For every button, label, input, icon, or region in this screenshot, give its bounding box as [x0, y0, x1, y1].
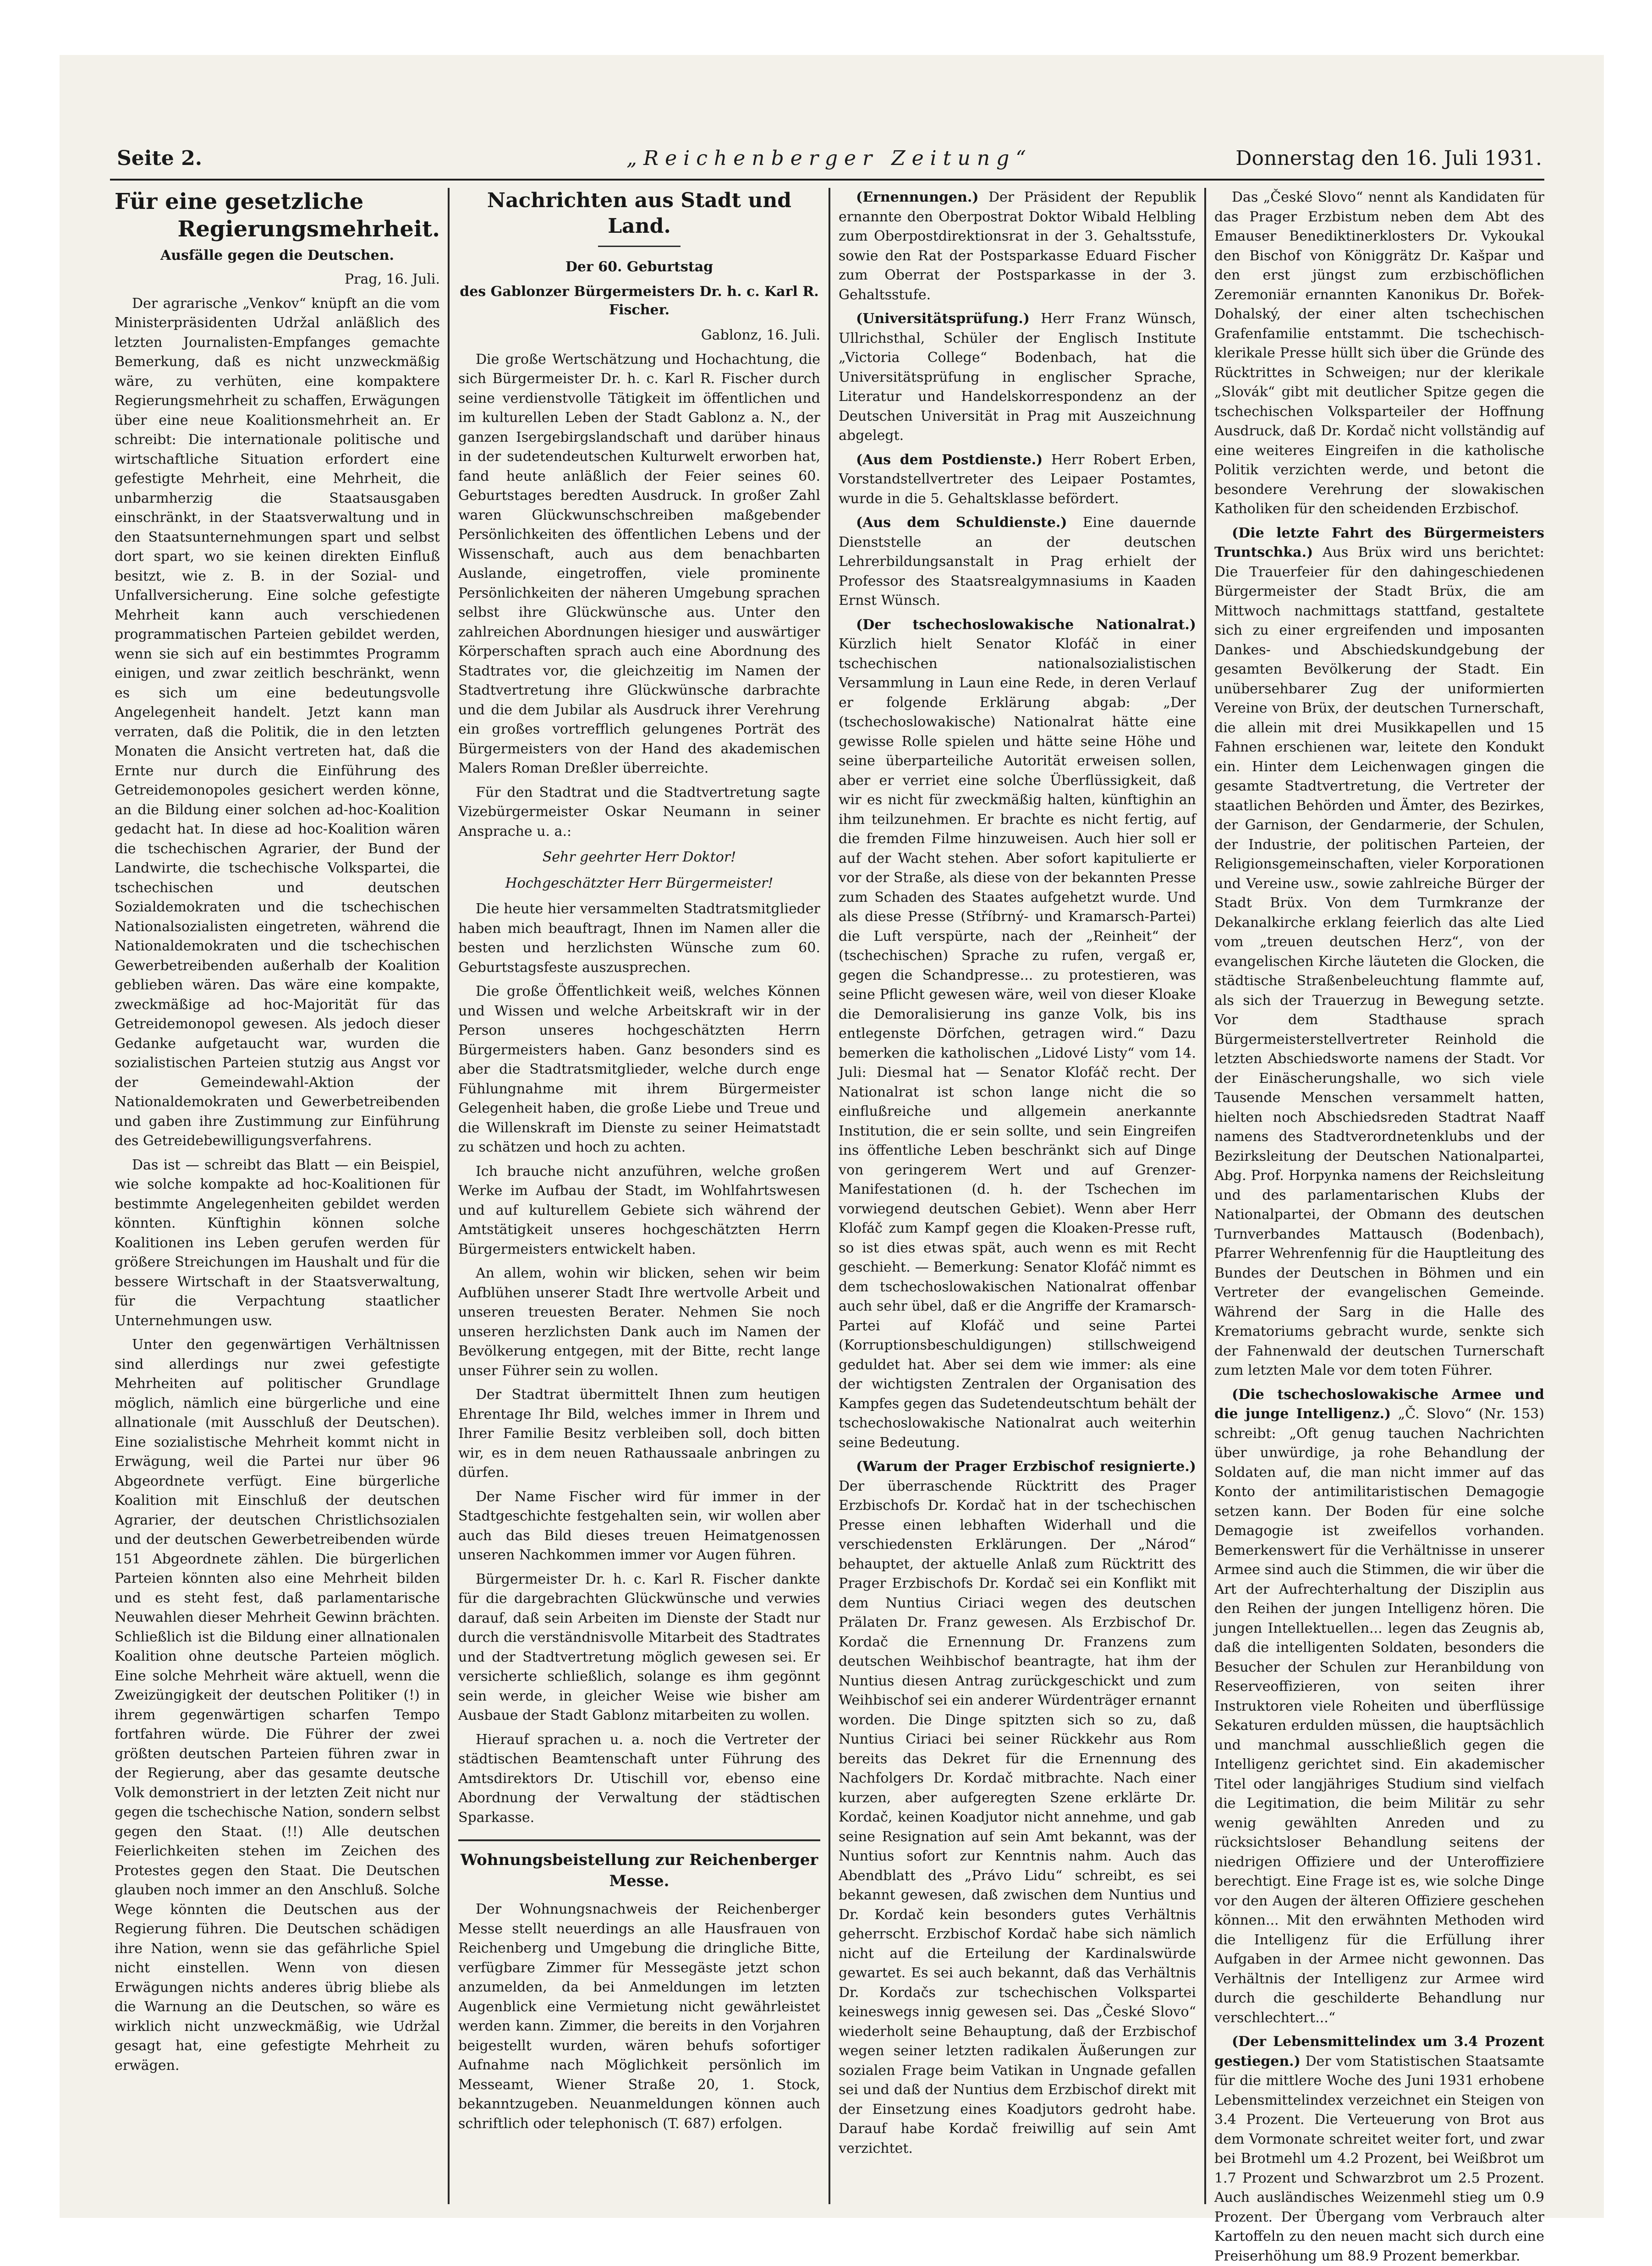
masthead: „Reichenberger Zeitung“ — [626, 147, 1032, 170]
dateline: Gablonz, 16. Juli. — [701, 327, 820, 343]
paragraph: Ich brauche nicht anzuführen, welche großen Werke im Aufbau der Stadt, im Wohlfahrtswesen und auf kulturellem Gebiete sich während der Amtstätigkeit unseres hochgeschätzten Herrn Bürgermeisters entwickelt haben. — [458, 1163, 820, 1257]
news-item-text: Das „České Slovo“ nennt als Kandidaten für das Prager Erzbistum neben dem Abt des Emauser Benediktinerklosters Dr. Vykoukal den Bischof von Königgrätz Dr. Kašpar und den erst jüngst zum erzbischöflichen Zeremoniär ernannten Kanonikus Dr. Bořek-Dohalský, der einer alten tschechischen Grafenfamilie entstammt. Die tschechisch-klerikale Presse hüllt sich über die Gründe des Rücktrittes in Schweigen; nur der klerikale „Slovák“ gibt mit deutlicher Spitze gegen die tschechischen Volksparteiler der Hoffnung Ausdruck, daß Dr. Kordač nicht vollständig auf eine weiteres Eingreifen in die katholische Politik verzichten werde, und betont die besondere Verehrung der slowakischen Katholiken für den scheidenden Erzbischof. — [1214, 189, 1544, 517]
paragraph: Die große Öffentlichkeit weiß, welches Können und Wissen und welche Arbeitskraft wir in der Person unseres hochgeschätzten Herrn Bürgermeisters haben. Ganz besonders sind es aber die Stadtratsmitglieder, welche durch enge Fühlungnahme mit ihrem Bürgermeister Gelegenheit haben, die große Liebe und Treue und die Willenskraft im Dienste zu seiner Heimatstadt zu schätzen und hoch zu achten. — [458, 983, 820, 1155]
column-rule — [1204, 188, 1206, 2204]
news-item-text: Herr Robert Erben, Vorstandstellvertreter des Leipaer Postamtes, wurde in die 5. Gehaltsklasse befördert. — [839, 451, 1196, 507]
paragraph: An allem, wohin wir blicken, sehen wir beim Aufblühen unserer Stadt Ihre wertvolle Arbeit und unseren treuesten Berater. Nehmen Sie noch unseren herzlichsten Dank auch im Namen der Bevölkerung entgegen, mit der Bitte, recht lange unser Führer sein zu wollen. — [458, 1265, 820, 1379]
news-item — [839, 513, 1196, 611]
paragraph: Der Wohnungsnachweis der Reichenberger Messe stellt neuerdings an alle Hausfrauen von Reichenberg und Umgebung die dringliche Bitte, verfügbare Zimmer für Messegäste jetzt schon anzumelden, da bei Anmeldungen im letzten Augenblick eine Vermietung nicht gewährleistet werden kann. Zimmer, die bereits in den Vorjahren beigestellt wurden, wären behufs sofortiger Aufnahme nach Möglichkeit persönlich im Messeamt, Wiener Straße 20, 1. Stock, bekanntzugeben. Neuanmeldungen können auch schriftlich oder telephonisch (T. 687) erfolgen. — [458, 1901, 820, 2132]
section-headline: Nachrichten aus Stadt und Land. — [487, 189, 792, 238]
paragraph: Der agrarische „Venkov“ knüpft an die vom Ministerpräsidenten Udržal anläßlich des letzten Journalisten-Empfanges gemachte Bemerkung, daß es nicht unzweckmäßig wäre, zu verhüten, eine kompaktere Regierungsmehrheit zu schaffen, Erwägungen über eine neue Koalitionsmehrheit an. Er schreibt: Die internationale politische und wirtschaftliche Situation erfordert eine gefestigte Mehrheit, eine Mehrheit, die unbarmherzig die Staatsausgaben einschränkt, in der Staatsverwaltung und in den Staatsunternehmungen spart und selbst dort spart, wo sie keinen direkten Einfluß besitzt, wie z. B. in der Sozial- und Unfallversicherung. Eine solche gefestigte Mehrheit kann auch verschiedenen programmatischen Parteien gebildet werden, wenn sie sich auf ein bestimmtes Programm einigen, und zwar zeitlich beschränkt, wenn es sich um eine bedeutungsvolle Angelegenheit handelt. Jetzt kann man verraten, daß die Politik, die in den letzten Monaten die Ansicht vertreten hat, daß die Ernte nur durch die Einführung des Getreidemonopoles gesichert werden könne, an die Bildung einer solchen ad-hoc-Koalition gedacht hat. In diese ad hoc-Koalition wären die tschechischen Agrarier, der Bund der Landwirte, die tschechische Volkspartei, die tschechischen und deutschen Sozialdemokraten und die tschechischen Nationalsozialisten eingetreten, während die Nationaldemokraten und die tschechischen Gewerbetreibenden außerhalb der Koalition geblieben wären. Das wäre eine kompakte, zweckmäßige ad hoc-Majorität für das Getreidemonopol gewesen. Als jedoch dieser Gedanke aufgetaucht war, wurden die sozialistischen Parteien stutzig aus Angst vor der Gemeindewahl-Aktion der Nationaldemokraten und Gewerbetreibenden und gaben ihre Zustimmung zur Einführung des Getreidebewilligungsverfahrens. — [115, 295, 440, 1149]
notice-title: Wohnungsbeistellung zur Reichenberger Messe. — [460, 1851, 818, 1890]
page-number: Seite 2. — [117, 147, 203, 170]
salutation: Hochgeschätzter Herr Bürgermeister! — [505, 875, 774, 891]
news-item — [839, 188, 1196, 305]
news-item-text: Eine dauernde Dienststelle an der deutschen Lehrerbildungsanstalt in Prag erhielt der Professor des Staatsrealgymnasiums in Kaaden Ernst Wünsch. — [839, 515, 1196, 609]
column-3 — [839, 188, 1196, 2195]
paragraph: Die heute hier versammelten Stadtratsmitglieder haben mich beauftragt, Ihnen im Namen aller die besten und herzlichsten Wünsche zum 60. Geburtstagsfeste auszusprechen. — [458, 901, 820, 976]
news-item — [1214, 1385, 1544, 2028]
news-item-title: (Die letzte Fahrt des Bürgermeisters Truntschka.) — [1214, 525, 1544, 560]
news-item-text: Herr Franz Wünsch, Ullrichsthal, Schüler der Englisch Institute „Victoria College“ Bodenbach, hat die Universitätsprüfung in englischer Sprache, Literatur und Handelskorrespondenz an der Deutschen Universität in Prag mit Auszeichnung abgelegt. — [839, 311, 1196, 444]
article-subhead: Ausfälle gegen die Deutschen. — [160, 247, 394, 263]
news-item — [1214, 2032, 1544, 2266]
news-item-title: (Aus dem Postdienste.) — [856, 451, 1043, 468]
paragraph: Der Stadtrat übermittelt Ihnen zum heutigen Ehrentage Ihr Bild, welches immer in Ihrem und Ihrer Familie Besitz verbleiben soll, doch bitten wir, es in dem neuen Rathaussaale anbringen zu dürfen. — [458, 1387, 820, 1481]
issue-date: Donnerstag den 16. Juli 1931. — [1235, 147, 1542, 170]
news-item-title: (Aus dem Schuldienste.) — [856, 515, 1067, 531]
article-headline-line1: Für eine gesetzliche — [115, 189, 364, 214]
news-item-text: Kürzlich hielt Senator Klofáč in einer tschechischen nationalsozialistischen Versammlung in Laun eine Rede, in deren Verlauf er folgende Erklärung abgab: „Der (tschechoslowakische) Nationalrat hätte eine gewisse Rolle spielen und hätte seine Höhe und seine überparteiliche Autorität erweisen sollen, aber er verriet eine solche Überflüssigkeit, daß wir es nicht für zweckmäßig halten, künftighin an ihm teilzunehmen. Er brachte es nicht fertig, auf die fremden Filme hinzuweisen. Auch hier soll er auf der Wacht stehen. Aber sofort kapitulierte er vor der Straße, als diese von der bekannten Presse zum Schaden des Staates aufgehetzt wurde. Und als diese Presse (Stříbrný- und Kramarsch-Partei) die Luft verspürte, nach der „Reinheit“ der (tschechischen) Sprache zu rufen, vergaß er, gegen die Schandpresse... zu protestieren, was seine Pflicht gewesen wäre, weil von dieser Kloake die Demoralisierung ins ganze Volk, bis ins entlegenste Dörfchen, getragen wird.“ Dazu bemerken die katholischen „Lidové Listy“ vom 14. Juli: Diesmal hat — Senator Klofáč recht. Der Nationalrat ist schon lange nicht die so einflußreiche und allgemein anerkannte Institution, die er sein sollte, und sein Eingreifen ins öffentliche Leben beschränkt sich auf Dinge von geringerem Wert und auf Grenzer-Manifestationen (d. h. der Tschechen im vorwiegend deutschen Gebiet). Wenn aber Herr Klofáč zum Kampf gegen die Kloaken-Presse ruft, so ist dies etwas spät, auch wenn es mit Recht geschieht. — Bemerkung: Senator Klofáč nimmt es dem tschechoslowakischen Nationalrat offenbar auch sehr übel, daß er die Angriffe der Kramarsch-Partei auf Klofáč und seine Partei (Korruptionsbeschuldigungen) stillschweigend geduldet hat. Aber sei dem wie immer: als eine der wichtigsten Zentralen der Organisation des Kampfes gegen das Sudetendeutschtum behält der tschechoslowakische Nationalrat auch weiterhin seine Bedeutung. — [839, 636, 1196, 1451]
column-rule — [448, 188, 450, 2204]
news-item-title: (Ernennungen.) — [856, 189, 979, 205]
article-title: Der 60. Geburtstag — [565, 259, 713, 275]
article-headline-line2: Regierungsmehrheit. — [177, 216, 440, 242]
news-item — [839, 1457, 1196, 2158]
news-item — [839, 309, 1196, 446]
paragraph: Die große Wertschätzung und Hochachtung, die sich Bürgermeister Dr. h. c. Karl R. Fischer durch seine verdienstvolle Tätigkeit im öffentlichen und im kulturellen Leben der Stadt Gablonz a. N., der ganzen Isergebirgslandschaft und darüber hinaus in der sudetendeutschen Kulturwelt erworben hat, fand heute anläßlich der Feier seines 60. Geburtstages beredten Ausdruck. In großer Zahl waren Glückwunschschreiben maßgebender Persönlichkeiten des öffentlichen Lebens und der Wissenschaft, auch aus dem benachbarten Auslande, eingetroffen, viele prominente Persönlichkeiten der näheren Umgebung sprachen selbst ihre Glückwünsche aus. Unter den zahlreichen Abordnungen hiesiger und auswärtiger Körperschaften sprach auch eine Abordnung des Stadtrates vor, die gleichzeitig im Namen der Stadtvertretung ihre Glückwünsche darbrachte und die dem Jubilar als Ausdruck ihrer Verehrung ein großes vortrefflich gelungenes Porträt des Bürgermeisters von der Hand des akademischen Malers Roman Dreßler überreichte. — [458, 351, 820, 776]
paragraph: Für den Stadtrat und die Stadtvertretung sagte Vizebürgermeister Oskar Neumann in seiner Ansprache u. a.: — [458, 784, 820, 839]
page-header — [117, 147, 1542, 174]
column-2 — [458, 188, 820, 2195]
article-subtitle: des Gablonzer Bürgermeisters Dr. h. c. Karl R. Fischer. — [460, 284, 819, 318]
column-4 — [1214, 188, 1545, 2264]
header-rule — [110, 179, 1544, 181]
section-rule — [458, 1839, 820, 1841]
news-item-title: (Der Lebensmittelindex um 3.4 Prozent gestiegen.) — [1214, 2034, 1544, 2069]
news-item-title: (Warum der Prager Erzbischof resignierte.) — [856, 1459, 1196, 1475]
paragraph: Unter den gegenwärtigen Verhältnissen sind allerdings nur zwei gefestigte Mehrheiten auf politischer Grundlage möglich, nämlich eine bürgerliche und eine allnationale (mit Ausschluß der Deutschen). Eine sozialistische Mehrheit kommt nicht in Erwägung, weil die Partei nur über 96 Abgeordnete verfügt. Eine bürgerliche Koalition mit Einschluß der deutschen Agrarier, der deutschen Christlichsozialen und der deutschen Gewerbetreibenden würde 151 Abgeordnete zählen. Die bürgerlichen Parteien könnten also eine Mehrheit bilden und es steht fest, daß parlamentarische Neuwahlen dieser Mehrheit Gewinn brächten. Schließlich ist die Bildung einer allnationalen Koalition ohne deutsche Parteien möglich. Eine solche Mehrheit wäre aktuell, wenn die Zweizüngigkeit der deutschen Politiker (!) in ihrem gegenwärtigen scharfen Tempo fortfahren würde. Die Führer der zwei größten deutschen Parteien führen zwar in der Regierung, aber das gesamte deutsche Volk demonstriert in der letzten Zeit nicht nur gegen die tschechische Nation, sondern selbst gegen den Staat. (!!) Alle deutschen Feierlichkeiten stehen im Zeichen des Protestes gegen den Staat. Die Deutschen glauben noch immer an den Anschluß. Solche Wege könnten die Deutschen aus der Regierung führen. Die Deutschen schädigen ihre Nation, wenn sie das gefährliche Spiel nicht einstellen. Wenn von diesen Erwägungen nichts anderes übrig bliebe als die Warnung an die Deutschen, so wäre es wirklich nicht unzweckmäßig, wie Udržal gesagt hat, eine gefestigte Mehrheit zu erwägen. — [115, 1337, 440, 2074]
news-item-title: (Die tschechoslowakische Armee und die junge Intelligenz.) — [1214, 1386, 1544, 1422]
news-item — [1214, 524, 1544, 1381]
news-item-text: Der Präsident der Republik ernannte den Oberpostrat Doktor Wibald Helbling zum Oberpostdirektionsrat in der 3. Gehaltsstufe, sowie den Rat der Postsparkasse Eduard Fischer zum Oberrat der Postsparkasse in der 3. Gehaltsstufe. — [839, 189, 1196, 303]
salutation: Sehr geehrter Herr Doktor! — [542, 849, 736, 865]
dateline: Prag, 16. Juli. — [344, 271, 440, 287]
column-rule — [829, 188, 830, 2204]
paragraph: Hierauf sprachen u. a. noch die Vertreter der städtischen Beamtenschaft unter Führung des Amtsdirektors Dr. Utischill vor, ebenso eine Abordnung der Verwaltung der städtischen Sparkasse. — [458, 1731, 820, 1826]
paragraph: Der Name Fischer wird für immer in der Stadtgeschichte festgehalten sein, wir wollen aber auch das Bild dieses treuen Heimatgenossen unseren Nachkommen immer vor Augen führen. — [458, 1488, 820, 1563]
news-item — [839, 615, 1196, 1453]
news-item-text: Der vom Statistischen Staatsamte für die mittlere Woche des Juni 1931 erhobene Lebensmittelindex verzeichnet ein Steigen von 3.4 Prozent. Die Verteuerung von Brot aus dem Vormonate schreitet weiter fort, und zwar bei Brotmehl um 4.2 Prozent, bei Weißbrot um 1.7 Prozent und Schwarzbrot um 2.5 Prozent. Auch ausländisches Weizenmehl stieg um 0.9 Prozent. Der Übergang vom Verbrauch alter Kartoffeln zu den neuen macht sich durch eine Preiserhöhung um 88.9 Prozent bemerkbar. — [1214, 2053, 1545, 2264]
news-item-text: Der überraschende Rücktritt des Prager Erzbischofs Dr. Kordač hat in der tschechischen Presse einen lebhaften Widerhall und die verschiedensten Erklärungen. Der „Národ“ behauptet, der aktuelle Anlaß zum Rücktritt des Prager Erzbischofs Dr. Kordač sei ein Konflikt mit dem Nuntius Ciriaci wegen des deutschen Prälaten Dr. Franz gewesen. Als Erzbischof Dr. Kordač die Ernennung Dr. Franzens zum deutschen Weihbischof beantragte, hat ihm der Nuntius diesen Antrag zurückgeschickt und zum Weihbischof sei ein anderer Würdenträger ernannt worden. Die Dinge spitzten sich so zu, daß Nuntius Ciriaci bei seiner Rückkehr aus Rom bereits das Dekret für die Ernennung des Nachfolgers Dr. Kordač mitbrachte. Nach einer kurzen, aber aufgeregten Szene erklärte Dr. Kordač, keinen Koadjutor nicht annehme, und gab seine Resignation auf sein Amt bekannt, was der Nuntius sofort zur Kenntnis nahm. Auch das Abendblatt des „Právo Lidu“ schreibt, es sei bekannt gewesen, daß zwischen dem Nuntius und Dr. Kordač kein besonders gutes Verhältnis geherrscht. Erzbischof Kordač habe sich nämlich nicht auf die Erteilung der Kardinalswürde gewartet. Es sei auch bekannt, daß das Verhältnis Dr. Kordačs zur tschechischen Volkspartei keineswegs innig gewesen sei. Das „České Slovo“ wiederholt seine Behauptung, daß der Erzbischof wegen seiner letzten radikalen Äußerungen zur sozialen Frage beim Vatikan in Ungnade gefallen sei und daß der Nuntius dem Erzbischof direkt mit der Einsetzung eines Koadjutors gedroht habe. Darauf habe Kordač freiwillig auf sein Amt verzichtet. — [839, 1478, 1196, 2156]
news-item-text: Aus Brüx wird uns berichtet: Die Trauerfeier für den dahingeschiedenen Bürgermeister der Stadt Brüx, die am Mittwoch nachmittags stattfand, gestaltete sich zu einer ergreifenden und imposanten Dankes- und Abschiedskundgebung der gesamten Bevölkerung der Stadt. Ein unübersehbarer Zug der uniformierten Vereine von Brüx, der deutschen Turnerschaft, die allein mit drei Musikkapellen und 15 Fahnen erschienen war, leitete den Kondukt ein. Hinter dem Leichenwagen gingen die gesamte Stadtvertretung, die Vertreter der staatlichen Behörden und Ämter, des Bezirkes, der Garnison, der Gendarmerie, der Schulen, der Industrie, der politischen Parteien, der Religionsgemeinschaften, vieler Korporationen und Vereine usw., sowie zahlreiche Bürger der Stadt Brüx. Von dem Turmkranze der Dekanalkirche erklang feierlich das alte Lied vom „treuen deutschen Herz“, von der evangelischen Kirche läuteten die Glocken, die städtische Straßenbeleuchtung flammte auf, als sich der Trauerzug in Bewegung setzte. Vor dem Stadthause sprach Bürgermeisterstellvertreter Reinhold die letzten Abschiedsworte namens der Stadt. Vor der Einäscherungshalle, wo sich viele Tausende Menschen versammelt hatten, hielten noch Abschiedsreden Stadtrat Naaff namens des Stadtverordnetenklubs und der Bezirksleitung der Deutschen Nationalpartei, Abg. Prof. Horpynka namens der Reichsleitung und des parlamentarischen Klubs der Nationalpartei, der Obmann des deutschen Turnverbandes Mattausch (Bodenbach), Pfarrer Wehrenfennig für die Hauptleitung des Bundes der Deutschen in Böhmen und ein Vertreter der evangelischen Gemeinde. Während der Sarg in die Halle des Krematoriums gebracht wurde, senkte sich der Fahnenwald der deutschen Turnerschaft zum letzten Male vor dem toten Führer. — [1214, 544, 1544, 1378]
news-item — [839, 450, 1196, 509]
paragraph: Bürgermeister Dr. h. c. Karl R. Fischer dankte für die dargebrachten Glückwünsche und verwies darauf, daß sein Arbeiten im Dienste der Stadt nur durch die verständnisvolle Mitarbeit des Stadtrates und der Stadtvertretung möglich gewesen sei. Er versicherte schließlich, solange es ihm gegönnt sein werde, in gleicher Weise wie bisher am Ausbaue der Stadt Gablonz mitarbeiten zu wollen. — [458, 1571, 820, 1723]
news-item-title: (Der tschechoslowakische Nationalrat.) — [856, 616, 1196, 633]
paragraph: Das ist — schreibt das Blatt — ein Beispiel, wie solche kompakte ad hoc-Koalitionen für bestimmte Angelegenheiten gebildet werden könnten. Künftighin können solche Koalitionen ins Leben gerufen werden für größere Streichungen im Haushalt und für die bessere Wirtschaft in der Staatsverwaltung, für die Verpachtung staatlicher Unternehmungen usw. — [115, 1157, 440, 1329]
news-item — [1214, 188, 1544, 519]
short-rule — [598, 246, 681, 247]
news-item-text: „Č. Slovo“ (Nr. 153) schreibt: „Oft genug tauchen Nachrichten über unwürdige, ja rohe Behandlung der Soldaten auf, die man nicht immer auf das Konto der antimilitaristischen Demagogie setzen kann. Der Boden für eine solche Demagogie ist zweifellos vorhanden. Bemerkenswert für die Verhältnisse in unserer Armee sind auch die Stimmen, die wir über die Art der Aufrechterhaltung der Disziplin aus den Reihen der jungen Intelligenz hören. Die jungen Intellektuellen... legen das Zeugnis ab, daß die intelligenten Soldaten, besonders die Besucher der Schulen zur Heranbildung von Reserveoffizieren, von seiten ihrer Instruktoren viele Roheiten und überflüssige Sekaturen erdulden müssen, die hauptsächlich und manchmal ausschließlich gegen die Intelligenz gerichtet sind. Ein akademischer Titel oder langjähriges Studium sind vielfach die Legitimation, die beim Militär zu sehr wenig gewählten Anreden und zu rücksichtsloser Behandlung seitens der niedrigen Offiziere und der Unteroffiziere berechtigt. Eine Frage ist es, wie solche Dinge vor den Augen der älteren Offiziere geschehen können... Mit den erwähnten Methoden wird die Intelligenz für die Erfüllung ihrer Aufgaben in der Armee nicht gewonnen. Das Verhältnis der Intelligenz zur Armee wird durch die geschilderte Behandlung nur verschlechtert...“ — [1214, 1406, 1544, 2026]
column-1 — [115, 188, 440, 2195]
news-item-title: (Universitätsprüfung.) — [856, 311, 1030, 327]
